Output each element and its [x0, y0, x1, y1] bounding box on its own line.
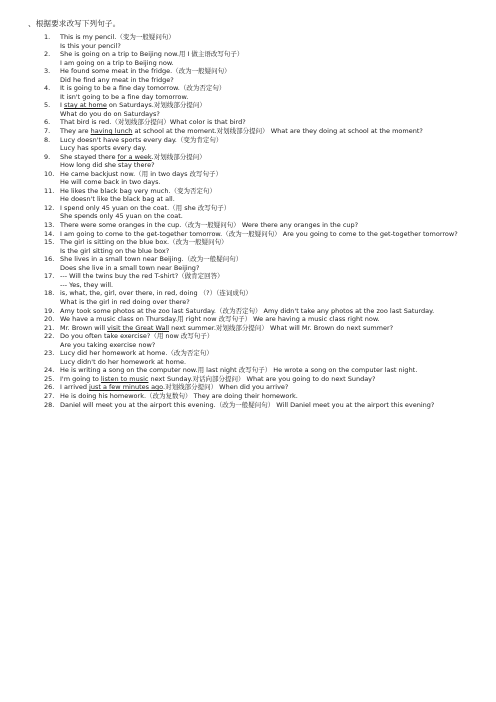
item-number: 9. [44, 152, 51, 161]
answer-text: How long did she stay there? [60, 161, 155, 170]
item-number: 20. [44, 315, 55, 324]
question-text: --- Will the twins buy the red T-shirt?（做肯定回答） [60, 272, 224, 281]
item-number: 10. [44, 169, 55, 178]
exercise-item [34, 50, 474, 67]
item-number: 12. [44, 203, 55, 212]
question-text-start: Mr. Brown will [60, 323, 108, 332]
exercise-item [34, 255, 474, 272]
exercise-item [34, 153, 474, 170]
answer-text: Lucy didn't do her homework at home. [60, 357, 187, 366]
item-number: 17. [44, 272, 55, 281]
item-number: 25. [44, 374, 55, 383]
question-text: Amy took some photos at the zoo last Saturday.（改为否定句） Amy didn't take any photos at the zoo last Saturday. [60, 306, 435, 315]
underlined-phrase: visit the Great Wall [107, 323, 170, 332]
item-number: 16. [44, 255, 55, 264]
exercise-item [34, 289, 474, 306]
underlined-phrase: stay at home [63, 101, 107, 110]
question-text-start: She stayed there [60, 152, 118, 161]
item-number: 13. [44, 221, 55, 230]
question-text: He is writing a song on the computer now.用 last night 改写句子） He wrote a song on the computer last night. [60, 366, 418, 375]
question-text: Do you often take exercise?（用 now 改写句子） [60, 332, 214, 341]
exercise-item [34, 392, 474, 401]
underlined-phrase: having lunch [90, 127, 133, 136]
item-number: 18. [44, 289, 55, 298]
exercise-item [34, 366, 474, 375]
item-number: 24. [44, 366, 55, 375]
answer-text: --- Yes, they will. [60, 280, 114, 289]
item-number: 8. [44, 135, 51, 144]
item-number: 19. [44, 306, 55, 315]
question-text [60, 101, 474, 110]
answer-text: Lucy has sports every day. [60, 144, 147, 153]
question-text-end: .对划线部分提问） When did you arrive? [163, 383, 289, 392]
exercise-item [34, 67, 474, 84]
question-text: Daniel will meet you at the airport this evening.（改为一般疑问句） Will Daniel meet you at the airport this evening? [60, 400, 435, 409]
answer-text: It isn't going to be a fine day tomorrow. [60, 92, 189, 101]
exercise-item [34, 324, 474, 333]
exercise-item [34, 33, 474, 50]
question-text: Lucy did her homework at home.（改为否定句） [60, 349, 213, 358]
item-number: 26. [44, 383, 55, 392]
question-text-start: I [60, 101, 64, 110]
exercise-item [34, 170, 474, 187]
question-text: That bird is red.（对划线部分提问）What color is that bird? [60, 118, 246, 127]
question-text: Lucy doesn't have sports every day.（变为肯定句） [60, 135, 223, 144]
exercise-list [34, 33, 474, 409]
question-text: He likes the black bag very much.（变为否定句） [60, 186, 217, 195]
underlined-phrase: for a week [117, 152, 152, 161]
exercise-item [34, 84, 474, 101]
exercise-item [34, 349, 474, 366]
exercise-item [34, 127, 474, 136]
item-number: 28. [44, 400, 55, 409]
exercise-item [34, 101, 474, 118]
question-text-end: next Sunday.对话向部分提问） What are you going to do next Sunday? [148, 374, 376, 383]
answer-text: Is this your pencil? [60, 41, 121, 50]
exercise-item [34, 230, 474, 239]
underlined-phrase: just a few minutes ago [89, 383, 164, 392]
item-number: 7. [44, 127, 51, 136]
answer-text: Did he find any meat in the fridge? [60, 75, 174, 84]
question-text-start: I arrived [60, 383, 90, 392]
item-number: 4. [44, 84, 51, 93]
exercise-item [34, 221, 474, 230]
exercise-item [34, 238, 474, 255]
item-number: 6. [44, 118, 51, 127]
item-number: 3. [44, 67, 51, 76]
item-number: 21. [44, 323, 55, 332]
item-number: 15. [44, 238, 55, 247]
question-text [60, 324, 474, 333]
question-text-end: .对划线部分提问） [151, 152, 206, 161]
question-text-start: I'm going to [60, 374, 101, 383]
exercise-item [34, 204, 474, 221]
item-number: 14. [44, 229, 55, 238]
question-text: He came backjust now.（用 in two days 改写句子） [60, 169, 223, 178]
question-text: He is doing his homework.（改为复数句） They are doing their homework. [60, 391, 298, 400]
exercise-item [34, 315, 474, 324]
answer-text: Is the girl sitting on the blue box? [60, 246, 170, 255]
question-text-end: on Saturdays.对划线部分提问） [106, 101, 206, 110]
exercise-item [34, 187, 474, 204]
section-heading: 、根据要求改写下列句子。 [28, 19, 121, 28]
question-text: is, what, the, girl, over there, in red, doing （?）（连词成句） [60, 289, 252, 298]
answer-text: What is the girl in red doing over there? [60, 297, 190, 306]
question-text-end: at school at the moment.对划线部分提问） What are they doing at school at the moment? [132, 127, 423, 136]
item-number: 27. [44, 391, 55, 400]
exercise-item [34, 383, 474, 392]
answer-text: He doesn't like the black bag at all. [60, 195, 175, 204]
exercise-item [34, 401, 474, 410]
question-text: It is going to be a fine day tomorrow.（改为否定句） [60, 84, 226, 93]
question-text [60, 153, 474, 162]
exercise-item [34, 332, 474, 349]
question-text: This is my pencil.（变为一般疑问句） [60, 33, 175, 41]
exercise-item [34, 272, 474, 289]
question-text: There were some oranges in the cup.（改为一般疑问句） Were there any oranges in the cup? [60, 221, 359, 230]
question-text: She lives in a small town near Beijing.（改为一般疑问句） [60, 255, 243, 264]
answer-text: He will come back in two days. [60, 178, 161, 187]
question-text: I spend only 45 yuan on the coat.（用 she 改写句子） [60, 203, 231, 212]
question-text [60, 127, 474, 136]
answer-text: Are you taking exercise now? [60, 340, 156, 349]
question-text: The girl is sitting on the blue box.（改为一般疑问句） [60, 238, 228, 247]
answer-text: Does she live in a small town near Beijing? [60, 263, 200, 272]
answer-text: I am going on a trip to Beijing now. [60, 58, 174, 67]
answer-text: What do you do on Saturdays? [60, 109, 160, 118]
answer-text: She spends only 45 yuan on the coat. [60, 212, 183, 221]
item-number: 2. [44, 50, 51, 59]
item-number: 22. [44, 332, 55, 341]
item-number: 1. [44, 33, 51, 41]
exercise-item [34, 136, 474, 153]
question-text [60, 383, 474, 392]
exercise-item [34, 118, 474, 127]
item-number: 11. [44, 186, 55, 195]
underlined-phrase: listen to music [100, 374, 149, 383]
item-number: 5. [44, 101, 51, 110]
question-text: He found some meat in the fridge.（改为一般疑问句） [60, 67, 231, 76]
question-text-start: They are [60, 127, 91, 136]
question-text: We have a music class on Thursday.用 right now 改写句子） We are having a music class right now. [60, 315, 380, 324]
question-text: I am going to come to the get-together tomorrow.（改为一般疑问句） Are you going to come to the get-together tomorrow? [60, 229, 458, 238]
exercise-item [34, 307, 474, 316]
question-text-end: next summer.对划线部分提问） What will Mr. Brown do next summer? [169, 323, 394, 332]
item-number: 23. [44, 349, 55, 358]
question-text: She is going on a trip to Beijing now.用 I 做主语改写句子） [60, 50, 244, 59]
